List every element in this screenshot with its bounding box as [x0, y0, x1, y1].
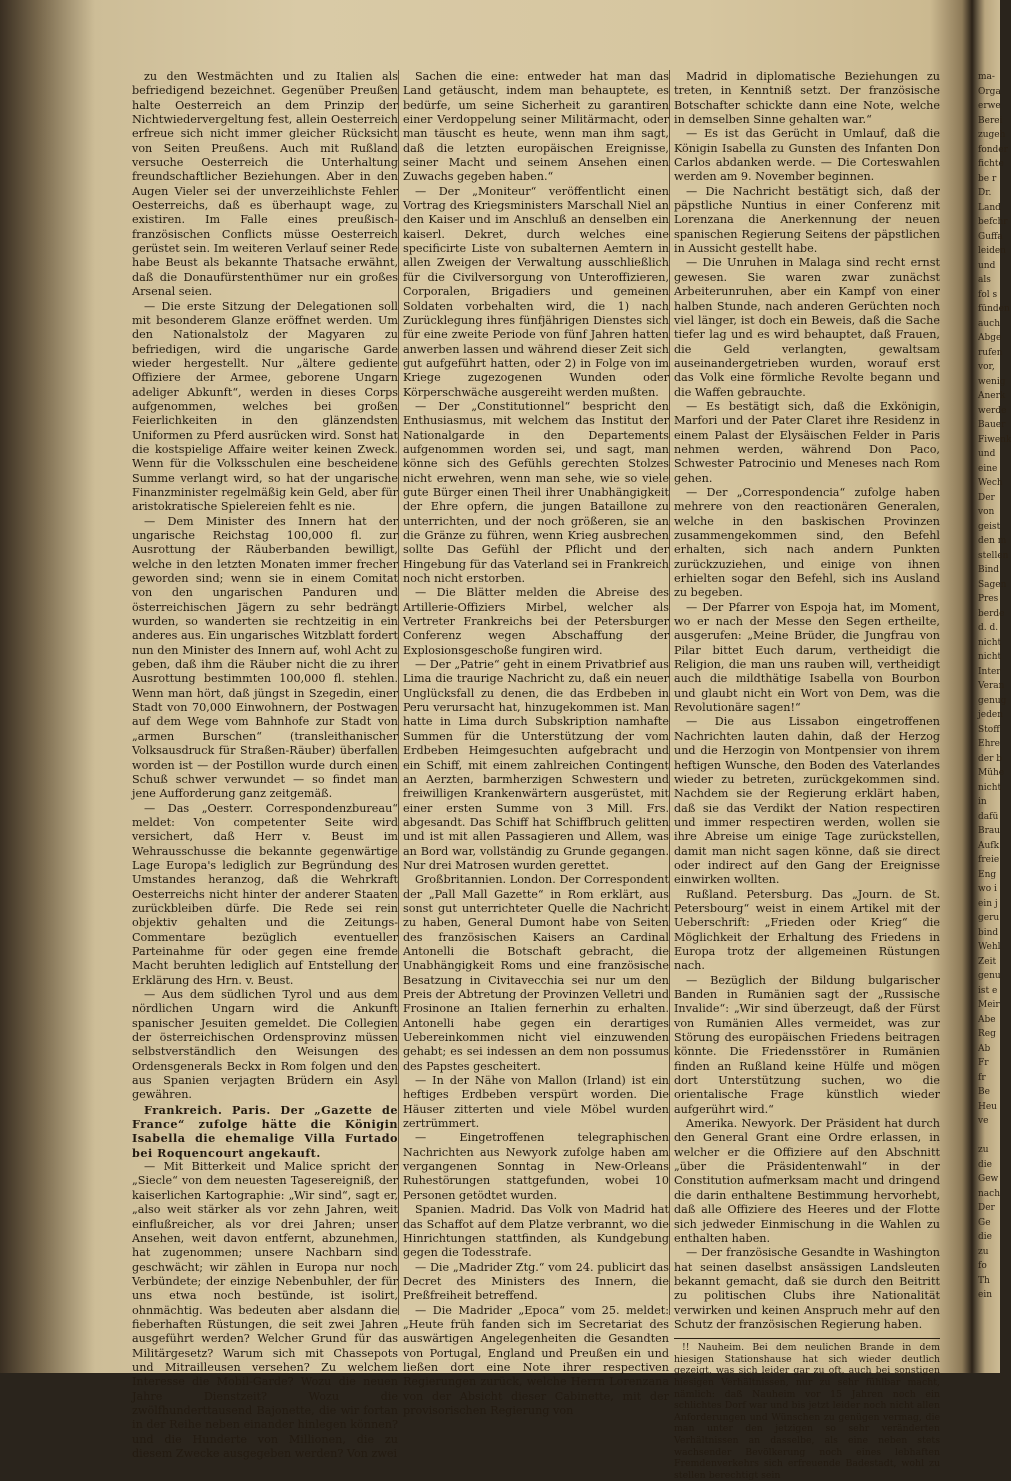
- margin-fragment: Berei: [978, 115, 1003, 126]
- margin-fragment: eine: [978, 463, 998, 474]
- article-paragraph: — Es ist das Gerücht in Umlauf, daß die Königin Isabella zu Gunsten des Infanten Don Carlos abdanken werde. — Die Corteswahlen werden am 9. November beginnen.: [674, 127, 940, 184]
- local-notice: [674, 1338, 940, 1481]
- margin-fragment: jeden: [978, 710, 1004, 720]
- article-paragraph: — Aus dem südlichen Tyrol und aus dem nördlichen Ungarn wird die Ankunft spanischer Jesuiten gemeldet. Die Collegien der österreichischen Ordensprovinz müssen selbstverständlich den Weisungen des Ordensgenerals Beckx in Rom folgen und den aus Spanien verjagten Brüdern ein Asyl gewähren.: [132, 988, 398, 1102]
- margin-fragment: Sagen: [978, 579, 1007, 590]
- margin-fragment: Zeit: [978, 956, 997, 967]
- article-paragraph: — Die Blätter melden die Abreise des Artillerie-Offiziers Mirbel, welcher als Vertreter Frankreichs bei der Petersburger Conferenz wegen Abschaffung der Explosionsgeschoße fungiren wird.: [403, 586, 669, 657]
- margin-fragment: Guffa: [978, 231, 1003, 242]
- margin-fragment: nicht: [978, 782, 1002, 793]
- margin-fragment: Fiwenk: [978, 434, 1011, 445]
- article-paragraph: — In der Nähe von Mallon (Irland) ist ein heftiges Erdbeben verspürt worden. Die Häuser zitterten und viele Möbel wurden zertrümmert.: [403, 1074, 669, 1131]
- article-paragraph: — Der „Constitutionnel“ bespricht den Enthusiasmus, mit welchem das Institut der Nationalgarde in den Departements aufgenommen worden sei, und sagt, man könne sich des Gefühls gerechten Stolzes nicht erwehren, wenn man sehe, wie so viele gute Bürger einen Theil ihrer Unabhängigkeit der Ehre opfern, die jungen Bataillone zu unterrichten, und der noch größeren, sie an die Gränze zu führen, wenn Krieg ausbrechen sollte Das Gefühl der Pflicht und der Hingebung für das Vaterland sei in Frankreich noch nicht erstorben.: [403, 399, 669, 586]
- margin-fragment: [978, 1129, 1000, 1144]
- article-paragraph: — Die „Madrider Ztg.“ vom 24. publicirt das Decret des Ministers des Innern, die Preßfreiheit betreffend.: [403, 1260, 669, 1303]
- margin-fragment: Th: [978, 1275, 990, 1286]
- margin-fragment: stellen: [978, 550, 1009, 561]
- margin-fragment: ist e: [978, 985, 998, 996]
- article-paragraph: — Der Pfarrer von Espoja hat, im Moment, wo er nach der Messe den Segen ertheilte, ausgerufen: „Meine Brüder, die Jungfrau von Pilar bittet Euch darum, vertheidigt die Religion, die man uns rauben will, vertheidigt auch die mildthätige Isabella von Bourbon und glaubt nicht ein Wort von Dem, was die Revolutionäre sagen!“: [674, 600, 940, 715]
- margin-fragment: und: [978, 260, 996, 271]
- margin-fragment: Ab: [978, 1043, 991, 1054]
- section-spain: Spanien. Madrid. Das Volk von Madrid hat das Schaffot auf dem Platze verbrannt, wo die Hinrichtungen stattfinden, als Kundgebung gegen die Todesstrafe.: [403, 1203, 669, 1260]
- margin-fragment: Inter: [978, 666, 1001, 677]
- margin-fragment: ein j: [978, 898, 998, 909]
- newspaper-page: [110, 70, 958, 1481]
- margin-fragment: die: [978, 1159, 992, 1170]
- margin-fragment: zugeh: [978, 130, 1006, 140]
- margin-fragment: Brau: [978, 826, 1001, 836]
- margin-fragment: Heu: [978, 1101, 997, 1112]
- margin-fragment: Wech: [978, 478, 1003, 488]
- margin-fragment: Veran: [978, 681, 1005, 691]
- margin-fragment: Der: [978, 1203, 995, 1213]
- margin-fragment: geist: [978, 521, 1001, 532]
- margin-fragment: auch: [978, 318, 1000, 329]
- article-paragraph: — Der „Correspondencia“ zufolge haben mehrere von den reactionären Generalen, welche in den baskischen Provinzen zusammengekommen sind, den Befehl erhalten, sich nach andern Punkten zurückzuziehen, und einige von ihnen erhielten sogar den Befehl, sich ins Ausland zu begeben.: [674, 485, 940, 600]
- margin-fragment: wenig: [978, 376, 1006, 387]
- margin-fragment: fol s: [978, 289, 998, 300]
- article-paragraph: — Die erste Sitzung der Delegationen soll mit besonderem Glanze eröffnet werden. Um den Nationalstolz der Magyaren zu befriedigen, wird die ungarische Garde wieder hergestellt. Nur „ältere gediente Offiziere der Armee, geborene Ungarn adeliger Abkunft“, werden in dieses Corps aufgenommen, welches bei großen Feierlichkeiten in den glänzendsten Uniformen zu Pferd ausrücken wird. Sonst hat die kostspielige Affaire weiter keinen Zweck. Wenn für die Volksschulen eine bescheidene Summe verlangt wird, so hat der ungarische Finanzminister regelmäßig kein Geld, aber für aristokratische Spielereien fehlt es nie.: [132, 299, 398, 514]
- section-great-britain: Großbritannien. London. Der Correspondent der „Pall Mall Gazette“ in Rom erklärt, aus sonst gut unterrichteter Quelle die Nachricht zu haben, General Dumont habe von Seiten des französischen Kaisers an Cardinal Antonelli die Botschaft gebracht, die Unabhängigkeit Roms und eine französische Besatzung in Civitavecchia sei nur um den Preis der Abtretung der Provinzen Velletri und Frosinone an Italien fernerhin zu erhalten. Antonelli habe gegen ein derartiges Uebereinkommen nicht viel einzuwenden gehabt; es sei indessen an dem non possumus des Papstes gescheitert.: [403, 873, 669, 1073]
- section-america: Amerika. Newyork. Der Präsident hat durch den General Grant eine Ordre erlassen, in welcher er die Offiziere auf den Abschnitt „über die Präsidentenwahl“ in der Constitution aufmerksam macht und dringend die darin enthaltene Bestimmung hervorhebt, daß alle Offiziere des Heeres und der Flotte sich jedweder Einmischung in die Wahlen zu enthalten haben.: [674, 1117, 940, 1245]
- margin-fragment: Stoff: [978, 724, 1000, 735]
- margin-fragment: rufen: [978, 347, 1003, 358]
- margin-fragment: wo i: [978, 884, 997, 894]
- margin-fragment: Bind: [978, 565, 1000, 575]
- margin-fragment: vor,: [978, 362, 995, 372]
- margin-fragment: d. d.: [978, 623, 999, 633]
- article-paragraph: — Der „Moniteur“ veröffentlicht einen Vortrag des Kriegsministers Marschall Niel an den Kaiser und im Anschluß an denselben ein kaiserl. Dekret, durch welches eine specificirte Liste von subalternen Aemtern in allen Zweigen der Verwaltung ausschließlich für die Civilversorgung von Unteroffizieren, Corporalen, Brigadiers und gemeinen Soldaten vorbehalten wird, die 1) nach Zurücklegung ihres fünfjährigen Dienstes sich für eine zweite Periode von fünf Jahren hatten anwerben lassen und während dieser Zeit sich gut aufgeführt hatten, oder 2) in Folge von im Kriege zugezogenen Wunden oder Körperschwäche ausgereiht werden mußten.: [403, 184, 669, 399]
- margin-fragment: Wehl: [978, 942, 1001, 952]
- margin-fragment: geru: [978, 913, 1000, 923]
- article-paragraph: — Die Madrider „Epoca“ vom 25. meldet: „Heute früh fanden sich im Secretariat des auswärtigen Angelegenheiten die Gesandten von Portugal, England und Preußen ein und ließen dort eine Note ihrer respectiven Regierungen zurück, welche Herrn Lorenzana von der Absicht dieser Cabinette, mit der provisorischen Regierung von: [403, 1303, 669, 1417]
- margin-fragment: von: [978, 507, 995, 517]
- column-2: [403, 70, 669, 1417]
- margin-fragment: Eng: [978, 869, 997, 880]
- notice-text: !! Nauheim. Bei dem neulichen Brande in dem hiesigen Stationshause hat sich wieder deutlich gezeigt, was sich leider gar zu oft, auch bei sonstigen hiesigen Verhältnissen, nur zu sehr fühlbar macht, nämlich: daß Nauheim vor 15 Jahren noch ein schlichtes Dorf war und bis jetzt leider noch nicht allen Anforderungen und Wünschen zu genügen vermag, die man unter den jetzigen so sehr veränderten Verhältnissen an dasselbe, als eine neben stets wachsender Bevölkerung noch eines lebhaften Fremdenverkehrs sich erfreuende Badestadt, wohl zu stellen berechtigt sein: [674, 1342, 940, 1481]
- margin-fragment: die: [978, 1232, 992, 1242]
- margin-fragment: Mühe: [978, 768, 1005, 778]
- margin-fragment: nicht: [978, 652, 1002, 662]
- margin-fragment: Der: [978, 492, 995, 503]
- article-paragraph: — Eingetroffenen telegraphischen Nachrichten aus Newyork zufolge haben am vergangenen Sonntag in New-Orleans Ruhestörungen stattgefunden, wobei 10 Personen getödtet wurden.: [403, 1131, 669, 1202]
- margin-fragment: genu: [978, 971, 1001, 981]
- margin-fragment: leiden: [978, 246, 1006, 256]
- margin-fragment: Land: [978, 202, 1001, 213]
- margin-fragment: Abge: [978, 333, 1002, 343]
- margin-fragment: der b: [978, 753, 1003, 764]
- margin-fragment: ma-: [978, 72, 995, 82]
- article-paragraph: — Die aus Lissabon eingetroffenen Nachrichten lauten dahin, daß der Herzog und die Herzogin von Montpensier von ihrem heftigen Wunsche, den Boden des Vaterlandes wieder zu betreten, zurückgekommen sind. Nachdem sie der Regierung erklärt haben, daß sie das Verdikt der Nation respectiren und immer respectiren werden, wollen sie ihre Abreise um einige Tage zurückstellen, damit man nicht sagen könne, daß sie direct oder indirect auf den Gang der Ereignisse einwirken wollten.: [674, 715, 940, 887]
- margin-fragment: berde: [978, 608, 1005, 619]
- margin-fragment: Ge: [978, 1217, 991, 1228]
- margin-fragment: fichte: [978, 159, 1004, 169]
- next-page-edge-text: [978, 70, 1011, 1320]
- column-divider: [398, 70, 399, 1315]
- margin-fragment: zu: [978, 1145, 989, 1155]
- margin-fragment: ve: [978, 1116, 989, 1126]
- margin-fragment: fo: [978, 1261, 987, 1271]
- margin-fragment: als: [978, 275, 991, 285]
- margin-fragment: und: [978, 449, 996, 459]
- section-russia: Rußland. Petersburg. Das „Journ. de St. Petersbourg“ weist in einem Artikel mit der Ueberschrift: „Frieden oder Krieg“ die Möglichkeit der Erhaltung des Friedens in Europa trotz der allgemeinen Rüstungen nach.: [674, 887, 940, 973]
- section-france: Frankreich. Paris. Der „Gazette de France“ zufolge hätte die Königin Isabella die ehemalige Villa Furtado bei Roquencourt angekauft.: [132, 1102, 398, 1160]
- article-paragraph: — Der „Patrie“ geht in einem Privatbrief aus Lima die traurige Nachricht zu, daß ein neuer Unglücksfall zu denen, die das Erdbeben in Peru verursacht hat, hinzugekommen ist. Man hatte in Lima durch Subskription namhafte Summen für die Unterstützung der vom Erdbeben Heimgesuchten aufgebracht und ein Schiff, mit einem zahlreichen Contingent an Aerzten, barmherzigen Schwestern und freiwilligen Krankenwärtern ausgerüstet, mit einer ersten Summe von 3 Mill. Frs. abgesandt. Das Schiff hat Schiffbruch gelitten und ist mit allen Passagieren und Allem, was an Bord war, vollständig zu Grunde gegangen. Nur drei Matrosen wurden gerettet.: [403, 658, 669, 872]
- margin-fragment: bind: [978, 927, 999, 938]
- margin-fragment: genug: [978, 695, 1007, 706]
- margin-fragment: Ehre: [978, 739, 1000, 749]
- margin-fragment: dafü: [978, 811, 999, 822]
- column-3: [674, 70, 940, 1481]
- margin-fragment: freie: [978, 855, 1000, 865]
- article-paragraph: — Mit Bitterkeit und Malice spricht der „Siecle“ von dem neuesten Tagesereigniß, der kaiserlichen Kartographie: „Wir sind“, sagt er, „also weit stärker als vor zehn Jahren, weit einflußreicher, als vor drei Jahren; unser Ansehen, weit davon entfernt, abzunehmen, hat zugenommen; unsere Nachbarn sind geschwächt; wir zählen in Europa nur noch Verbündete; der einzige Nebenbuhler, der für uns etwa noch bestünde, ist isolirt, ohnmächtig. Was bedeuten aber alsdann die fieberhaften Rüstungen, die seit zwei Jahren ausgeführt werden? Welcher Grund für das Militärgesetz? Warum sich mit Chassepots und Mitrailleusen versehen? Zu welchem Interesse die Mobil-Garde? Wozu die neuen Jahre Dienstzeit? Wozu die zwölfhunderttausend Bajonette, die wir fortan in der Reihe neben einander hinlegen können? und die Hunderte von Millionen, die zu diesem Zwecke ausgegeben werden? Von zwei: [132, 1160, 398, 1460]
- margin-fragment: den m: [978, 536, 1007, 546]
- article-paragraph: — Das „Oesterr. Correspondenzbureau“ meldet: Von competenter Seite wird versichert, daß Herr v. Beust im Wehrausschusse die bekannte gegenwärtige Lage Europa's lediglich zur Begründung des Umstandes heranzog, daß die Wehrkraft Oesterreichs nicht hinter der anderer Staaten zurückbleiben dürfe. Die Rede sei rein objektiv gehalten und die Zeitungs-Commentare bezüglich eventueller Parteinahme für oder gegen eine fremde Macht beruhten lediglich auf Entstellung der Erklärung des Hrn. v. Beust.: [132, 801, 398, 987]
- margin-fragment: nach: [978, 1188, 1000, 1199]
- article-paragraph: — Es bestätigt sich, daß die Exkönigin, Marfori und der Pater Claret ihre Residenz in einem Palast der Elysäischen Felder in Paris nehmen werden, während Don Paco, Schwester Patrocinio und Meneses nach Rom gehen.: [674, 399, 940, 485]
- margin-fragment: Orga: [978, 86, 1001, 97]
- margin-fragment: Anerk: [978, 391, 1006, 401]
- margin-fragment: be r: [978, 173, 997, 184]
- article-paragraph: zu den Westmächten und zu Italien als befriedigend bezeichnet. Gegenüber Preußen halte Oesterreich an dem Prinzip der Nichtwiedervergeltung fest, allein Oesterreich erfreue sich nicht immer gleicher Rücksicht von Seiten Preußens. Auch mit Rußland versuche Oesterreich die Unterhaltung freundschaftlicher Beziehungen. Aber in den Augen Vieler sei der unverzeihlichste Fehler Oesterreichs, daß es überhaupt wage, zu existiren. Im Falle eines preußisch-französischen Conflicts müsse Oesterreich gerüstet sein. Im weiteren Verlauf seiner Rede habe Beust als bekannte Thatsache erwähnt, daß die Donaufürstenthümer nur ein großes Arsenal seien.: [132, 70, 398, 299]
- article-paragraph: — Bezüglich der Bildung bulgarischer Banden in Rumänien sagt der „Russische Invalide“: „Wir sind überzeugt, daß der Fürst von Rumänien Alles vermeidet, was zur Störung des europäischen Friedens beitragen könnte. Die Friedensstörer in Rumänien finden an Rußland keine Hülfe und mögen dort Unterstützung suchen, wo die orientalische Frage künstlich wieder aufgerührt wird.“: [674, 973, 940, 1116]
- margin-fragment: Be: [978, 1087, 990, 1097]
- column-1: [132, 70, 398, 1460]
- margin-fragment: Aufk: [978, 840, 1000, 851]
- margin-fragment: Fr: [978, 1058, 989, 1068]
- margin-fragment: Bauer: [978, 420, 1006, 430]
- article-paragraph: — Die Nachricht bestätigt sich, daß der päpstliche Nuntius in einer Conferenz mit Lorenzana die Anerkennung der neuen spanischen Regierung Seitens der päpstlichen in Aussicht gestellt habe.: [674, 184, 940, 256]
- column-divider: [669, 70, 670, 1315]
- margin-fragment: erwe: [978, 101, 1001, 111]
- margin-fragment: ein: [978, 1290, 993, 1300]
- article-paragraph: — Dem Minister des Innern hat der ungarische Reichstag 100,000 fl. zur Ausrottung der Räuberbanden bewilligt, welche in den letzten Monaten immer frecher geworden sind; wenn sie in einem Comitat von den ungarischen Panduren und österreichischen Jägern zu sehr bedrängt wurden, so wanderten sie rechtzeitig in ein anderes aus. Ein ungarisches Witzblatt fordert nun den Minister des Innern auf, wohl Acht zu geben, daß ihm die Räuber nicht die zu ihrer Ausrottung bestimmten 100,000 fl. stehlen. Wenn man hört, daß jüngst in Szegedin, einer Stadt von 70,000 Einwohnern, der Postwagen auf dem Wege vom Bahnhofe zur Stadt von „armen Burschen“ (transleithanischer Volksausdruck für Straßen-Räuber) überfallen worden ist — der Postillon wurde durch einen Schuß schwer verwundet — so findet man jene Aufforderung ganz zeitgemäß.: [132, 514, 398, 801]
- article-paragraph: — Die Unruhen in Malaga sind recht ernst gewesen. Sie waren zwar zunächst Arbeiterunruhen, aber ein Kampf von einer halben Stunde, nach anderen Gerüchten noch viel länger, ist doch ein Beweis, daß die Sache tiefer lag und es wird behauptet, daß Frauen, die Geld verlangten, gewaltsam auseinandergetrieben wurden, worauf erst das Volk eine förmliche Revolte begann und die Waffen gebrauchte.: [674, 256, 940, 399]
- margin-fragment: Dr.: [978, 188, 992, 198]
- article-paragraph: — Der französische Gesandte in Washington hat seinen daselbst ansässigen Landsleuten bekannt gemacht, daß sie durch den Beitritt zu politischen Clubs ihre Nationalität verwirken und keinen Anspruch mehr auf den Schutz der französischen Regierung haben.: [674, 1246, 940, 1331]
- margin-fragment: zu: [978, 1246, 989, 1257]
- margin-fragment: werde: [978, 405, 1007, 416]
- margin-fragment: Abe: [978, 1014, 996, 1025]
- margin-fragment: Meir: [978, 1000, 1000, 1010]
- margin-fragment: Pres: [978, 594, 999, 604]
- margin-fragment: in: [978, 797, 987, 807]
- margin-fragment: fünden: [978, 304, 1010, 314]
- margin-fragment: fr: [978, 1072, 986, 1083]
- article-paragraph: Madrid in diplomatische Beziehungen zu treten, in Kenntniß setzt. Der französische Botschafter schickte dann eine Note, welche in demselben Sinne gehalten war.“: [674, 70, 940, 127]
- margin-fragment: Gew: [978, 1174, 999, 1184]
- margin-fragment: Reg: [978, 1029, 996, 1039]
- margin-fragment: nicht: [978, 637, 1002, 648]
- margin-fragment: befchr: [978, 217, 1008, 227]
- margin-fragment: fonder: [978, 144, 1008, 155]
- article-paragraph: Sachen die eine: entweder hat man das Land getäuscht, indem man behauptete, es bedürfe, um seine Sicherheit zu garantiren einer Verdoppelung seiner Militärmacht, oder man täuscht es heute, wenn man ihm sagt, daß die letzten europäischen Ereignisse, seiner Macht und seinem Ansehen einen Zuwachs gegeben haben.“: [403, 70, 669, 184]
